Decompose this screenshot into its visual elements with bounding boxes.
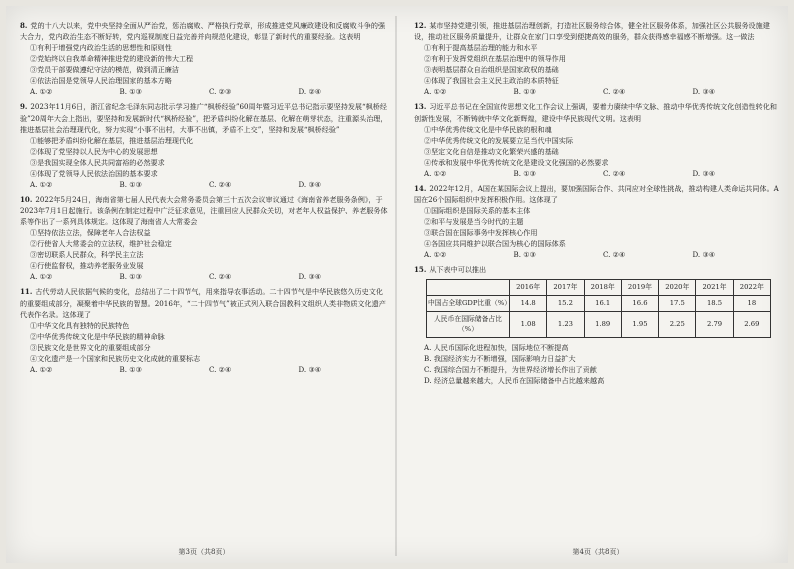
statement: ②体现了党坚持以人民为中心的发展思想 <box>30 146 158 156</box>
answer-options <box>414 86 782 97</box>
statement: ③坚定文化自信是推动文化繁荣兴盛的基础 <box>424 146 559 156</box>
statement: ③密切联系人民群众，科学民主立法 <box>30 250 144 260</box>
question-number: 10. <box>20 194 33 204</box>
option-d[interactable]: D. ③④ <box>298 179 322 189</box>
table-cell: 18 <box>733 295 770 311</box>
question-number: 14. <box>414 183 427 193</box>
option-b[interactable]: B. ①③ <box>513 87 536 97</box>
table-row <box>427 295 771 311</box>
question-stem: 党的十八大以来，党中央坚持全面从严治党，惩治腐败、严格执行党章，形成推进党风廉政建设和反腐败斗争的强大合力，党内政治生态不断好转，党内巡视制度日益完善并向规范化建设，彰显了新时代的重要经验。这表明 <box>20 21 386 42</box>
question-stem: 某市坚持党建引领，推进基层治理创新，打造社区服务综合体，健全社区服务体系，加强社区公共服务设施建设，推动社区服务质量提升，让群众在家门口享受到便捷高效的服务，群众获得感幸福感不断增强。这一做法 <box>414 21 770 42</box>
statement: ②和平与发展是当今时代的主题 <box>424 217 524 227</box>
statement: ①坚持依法立法，保障老年人合法权益 <box>30 228 151 238</box>
statement: ②中华优秀传统文化是中华民族的精神命脉 <box>30 331 165 341</box>
option-a[interactable]: A. ①② <box>424 168 447 178</box>
option-a[interactable]: A. ①② <box>30 272 53 282</box>
table-header-cell: 2016年 <box>510 280 547 296</box>
statement: ③表明基层群众自治组织是国家政权的基础 <box>424 65 559 75</box>
question-8 <box>20 20 388 97</box>
table-header-cell: 2019年 <box>621 280 658 296</box>
option-d[interactable]: D. 经济总量越来越大，人民币在国际储备中占比越来越高 <box>424 375 605 385</box>
statement: ②党始终以自我革命精神推进党的建设新的伟大工程 <box>30 54 194 64</box>
table-row-label: 中国占全球GDP比重（%） <box>427 295 510 311</box>
statement: ③联合国在国际事务中发挥核心作用 <box>424 228 538 238</box>
table-header-cell: 2020年 <box>659 280 696 296</box>
option-d[interactable]: D. ③④ <box>692 87 716 97</box>
table-cell: 16.1 <box>584 295 621 311</box>
question-11 <box>20 286 388 375</box>
table-cell: 2.25 <box>659 311 696 337</box>
statement: ③是我国实现全体人民共同富裕的必然要求 <box>30 157 165 167</box>
question-number: 13. <box>414 102 427 112</box>
table-header-cell <box>427 280 510 296</box>
table-cell: 1.23 <box>547 311 584 337</box>
table-cell: 1.08 <box>510 311 547 337</box>
option-c[interactable]: C. ②④ <box>603 250 626 260</box>
statement: ④文化遗产是一个国家和民族历史文化成就的重要标志 <box>30 353 201 363</box>
option-b[interactable]: B. ①③ <box>513 168 536 178</box>
option-b[interactable]: B. 我国经济实力不断增强，国际影响力日益扩大 <box>424 353 576 363</box>
table-cell: 2.69 <box>733 311 770 337</box>
question-stem: 2023年11月6日，浙江省纪念毛泽东同志批示学习推广“枫桥经验”60周年暨习近平总书记指示要坚持发展“枫桥经验”20周年大会上指出，要坚持和发展新时代“枫桥经验”，把矛盾纠纷化解在基层、化解在萌芽状态，注重源头治理，推进基层社会治理现代化，努力实现“小事不出村，大事不出镇，矛盾不上交”，坚持和发展“枫桥经验” <box>20 102 388 134</box>
option-c[interactable]: C. ②④ <box>209 272 232 282</box>
answer-options <box>414 168 782 179</box>
statement: ①中华文化具有独特的民族特色 <box>30 320 130 330</box>
statement: ④行使监督权，推动养老服务业发展 <box>30 261 144 271</box>
option-d[interactable]: D. ③④ <box>692 250 716 260</box>
table-header-cell: 2021年 <box>696 280 733 296</box>
data-table <box>426 279 771 337</box>
table-cell: 1.95 <box>621 311 658 337</box>
table-cell: 18.5 <box>696 295 733 311</box>
statement: ④体现了我国社会主义民主政治的本质特征 <box>424 76 559 86</box>
option-c[interactable]: C. ②④ <box>603 168 626 178</box>
option-d[interactable]: D. ②④ <box>298 87 322 97</box>
question-12 <box>414 20 782 97</box>
table-cell: 2.79 <box>696 311 733 337</box>
question-stem: 习近平总书记在全国宣传思想文化工作会议上强调，要着力赓续中华文脉、推动中华优秀传统文化创造性转化和创新性发展，不断铸就中华文化新辉煌，建设中华民族现代文明。这表明 <box>414 102 777 123</box>
option-b[interactable]: B. ①③ <box>513 250 536 260</box>
option-b[interactable]: B. ①③ <box>119 87 142 97</box>
page-left <box>20 20 388 540</box>
answer-options <box>414 249 782 260</box>
page-right <box>414 20 782 540</box>
question-stem: 2022年12月，A国在某国际会议上提出，要加强国际合作、共同应对全球性挑战，推动构建人类命运共同体。A国在26个国际组织中发挥积极作用。这体现了 <box>414 183 779 204</box>
answer-options <box>20 179 388 190</box>
statement: ③民族文化是世界文化的重要组成部分 <box>30 342 151 352</box>
question-number: 8. <box>20 21 28 30</box>
table-cell: 1.89 <box>584 311 621 337</box>
option-a[interactable]: A. ①② <box>30 364 53 374</box>
table-cell: 14.8 <box>510 295 547 311</box>
page-footer-left: 第3页（共8页） <box>178 548 230 556</box>
table-header-cell: 2018年 <box>584 280 621 296</box>
statement: ①有利于增强党内政治生活的思想性和原则性 <box>30 43 172 53</box>
option-b[interactable]: B. ①③ <box>119 364 142 374</box>
question-number: 15. <box>414 265 427 275</box>
question-number: 9. <box>20 102 28 112</box>
statement: ②有利于发挥党组织在基层治理中的领导作用 <box>424 54 566 64</box>
option-d[interactable]: D. ③④ <box>692 168 716 178</box>
statement: ②中华优秀传统文化的发展要立足当代中国实际 <box>424 135 573 145</box>
statement: ②行使省人大常委会的立法权，维护社会稳定 <box>30 239 172 249</box>
statement: ①国际组织是国际关系的基本主体 <box>424 206 531 215</box>
answer-options <box>20 364 388 375</box>
option-a[interactable]: A. ①② <box>424 250 447 260</box>
table-cell: 15.2 <box>547 295 584 311</box>
question-stem: 古代劳动人民依据气候的变化，总结出了二十四节气，用来指导农事活动。二十四节气是中华民族悠久历史文化的重要组成部分，凝聚着中华民族的智慧。2016年，“二十四节气”被正式列入联合国教科文组织人类非物质文化遗产代表作名录。这体现了 <box>20 287 386 319</box>
question-15 <box>414 264 782 386</box>
option-b[interactable]: B. ①③ <box>119 179 142 189</box>
answer-options <box>20 271 388 282</box>
table-header-cell: 2017年 <box>547 280 584 296</box>
page-footer-right: 第4页（共8页） <box>572 548 624 556</box>
table-cell: 16.6 <box>621 295 658 311</box>
table-row-label: 人民币在国际储备占比（%） <box>427 311 510 337</box>
page-gutter <box>395 16 397 556</box>
option-d[interactable]: D. ③④ <box>298 364 322 374</box>
option-c[interactable]: C. ②④ <box>209 179 232 189</box>
question-9 <box>20 101 388 190</box>
table-row <box>427 311 771 337</box>
option-c[interactable]: C. ②④ <box>209 364 232 374</box>
question-13 <box>414 101 782 178</box>
table-header-cell: 2022年 <box>733 280 770 296</box>
statement: ①能够把矛盾纠纷化解在基层，推进基层治理现代化 <box>30 135 194 145</box>
question-14 <box>414 183 782 260</box>
scanned-sheet <box>6 6 788 563</box>
statement: ①中华优秀传统文化是中华民族的根和魂 <box>424 124 552 134</box>
option-a[interactable]: A. ①② <box>424 87 447 97</box>
question-number: 12. <box>414 21 427 30</box>
question-number: 11. <box>20 287 33 297</box>
option-a[interactable]: A. ①② <box>30 87 53 97</box>
option-a[interactable]: A. 人民币国际化进程加快，国际地位不断提高 <box>424 342 569 352</box>
statement: ④体现了党领导人民依法治国的基本要求 <box>30 168 158 178</box>
table-cell: 17.5 <box>659 295 696 311</box>
statement: ④依法治国是党领导人民治理国家的基本方略 <box>30 76 172 86</box>
question-stem: 从下表中可以推出 <box>429 265 487 275</box>
option-c[interactable]: C. 我国综合国力不断提升，为世界经济增长作出了贡献 <box>424 364 597 374</box>
question-stem: 2022年5月24日，海南省第七届人民代表大会常务委员会第三十五次会议审议通过《海南省养老服务条例》，于2023年7月1日起施行。该条例在制定过程中广泛征求意见，注重回应人民群众关切，对老年人权益保护、养老服务体系等作出了一系列具体规定。这体现了海南省人大常委会 <box>20 194 388 227</box>
table-header-row <box>427 280 771 296</box>
statement: ④各国应共同维护以联合国为核心的国际体系 <box>424 239 566 249</box>
option-b[interactable]: B. ①③ <box>119 272 142 282</box>
statement: ③党员干部要做遵纪守法的模范，做到清正廉洁 <box>30 65 179 75</box>
answer-options <box>20 86 388 97</box>
option-a[interactable]: A. ①② <box>30 179 53 189</box>
option-d[interactable]: D. ③④ <box>298 272 322 282</box>
option-c[interactable]: C. ②④ <box>603 87 626 97</box>
question-10 <box>20 194 388 283</box>
statement: ④传承和发展中华优秀传统文化是建设文化强国的必然要求 <box>424 157 609 167</box>
statement: ①有利于提高基层治理的能力和水平 <box>424 43 538 53</box>
option-c[interactable]: C. ②③ <box>209 87 232 97</box>
